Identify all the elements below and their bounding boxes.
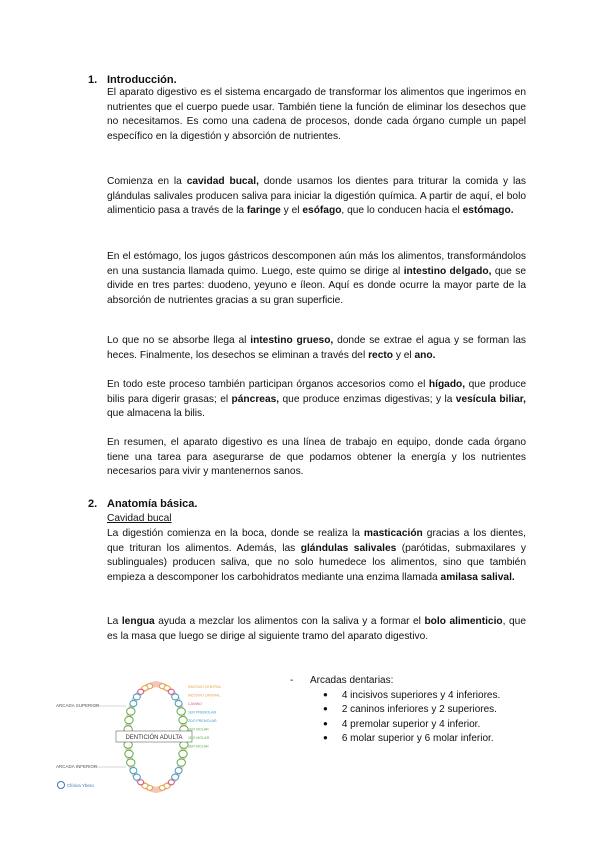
paragraph: [107, 527, 526, 585]
bold-term: hígado,: [428, 379, 466, 390]
text-run: Lo que no se absorbe llega al: [107, 335, 251, 346]
center-label: DENTICIÓN ADULTA: [125, 735, 183, 741]
section-heading: [88, 74, 177, 86]
tooth-labels: [188, 685, 222, 749]
text-run: y el: [392, 349, 415, 361]
lower-gum: [128, 738, 184, 790]
tooth: [168, 689, 174, 694]
text-run: En todo este proceso también participan órganos accesorios como el: [107, 379, 429, 390]
tooth: [179, 750, 187, 757]
section-title: Introducción.: [107, 74, 177, 86]
tooth-type-label: INCISIVO LATERAL: [188, 693, 221, 698]
text-run: , que lo conducen hacia el: [341, 205, 463, 216]
paragraph: [107, 378, 526, 422]
text-run: En el estómago, los jugos gástricos descomponen aún más los alimentos, transformándolos en una sustancia llamada quimo. Luego, este quimo se dirige al: [107, 251, 526, 277]
section-number: 1.: [88, 74, 98, 86]
tooth-type-label: 2DO PREMOLAR: [188, 719, 217, 723]
bold-term: ano.: [414, 349, 436, 361]
bold-term: intestino delgado,: [403, 265, 492, 277]
bold-term: amilasa salival.: [440, 571, 515, 583]
bold-term: masticación: [363, 528, 423, 539]
bold-term: recto: [368, 349, 393, 361]
paragraph: En resumen, el aparato digestivo es una línea de trabajo en equipo, donde cada órgano tiene una tarea para asegurarse de que podamos obtener la energía y los nutrientes necesarios para vivir y mantenernos sanos.: [107, 437, 526, 477]
dentition-diagram: [56, 676, 286, 796]
section-heading: [88, 498, 197, 510]
tooth: [172, 774, 179, 780]
dental-arches-list: [290, 674, 500, 747]
section-number: 2.: [88, 498, 98, 510]
text-run: ayuda a mezclar los alimentos con la saliva y a formar el: [154, 616, 425, 627]
tooth: [133, 774, 140, 780]
tooth: [133, 694, 140, 700]
tooth: [177, 759, 185, 766]
text-run: que se divide en tres partes: duodeno, yeyuno e íleon. Aquí es donde ocurre la mayor parte de la absorción de nutrientes gracias a su gran superficie.: [107, 265, 526, 306]
bold-term: intestino grueso,: [250, 335, 334, 346]
tooth: [138, 780, 144, 785]
text-run: , que es la masa que luego se dirige al siguiente tramo del aparato digestivo.: [107, 616, 526, 642]
bold-term: lengua: [121, 616, 155, 627]
tooth: [172, 694, 179, 700]
text-run: que produce enzimas digestivas; y la: [279, 393, 456, 405]
tooth-type-label: 2DO MOLAR: [188, 736, 210, 740]
paragraph: [107, 250, 526, 308]
bold-term: faringe: [246, 205, 281, 216]
tooth: [179, 717, 187, 724]
list-dash: -: [290, 675, 294, 686]
tooth: [177, 708, 185, 715]
section-title: Anatomía básica.: [107, 498, 198, 510]
bold-term: bolo alimenticio: [424, 616, 503, 627]
upper-arch-label: ARCADA SUPERIOR: [56, 703, 100, 708]
lower-arch-label: ARCADA INFERIOR: [56, 764, 98, 769]
tooth: [168, 780, 174, 785]
tooth: [127, 759, 135, 766]
tooth: [125, 717, 133, 724]
text-run: donde se extrae el agua y se forman las heces. Finalmente, los desechos se eliminan a través del: [107, 335, 526, 361]
logo-text: Clínica Ybero: [67, 783, 94, 788]
text-run: donde usamos los dientes para triturar la comida y las glándulas salivales producen saliva para iniciar la digestión química. A partir de aquí, el bolo alimenticio pasa a través de la: [107, 176, 526, 216]
list-item: ● 6 molar superior y 6 molar inferior.: [344, 732, 500, 747]
text-run: La: [107, 616, 122, 627]
tooth-type-label: 1ER PREMOLAR: [188, 710, 217, 715]
tooth-type-label: 1ER MOLAR: [188, 727, 209, 732]
bold-term: páncreas,: [231, 393, 280, 405]
bold-term: glándulas salivales: [300, 542, 397, 554]
list-item: ● 2 caninos inferiores y 2 superiores.: [344, 703, 500, 718]
tooth: [130, 768, 137, 774]
list-item: ● 4 incisivos superiores y 4 inferiores.: [344, 689, 500, 704]
upper-gum: [128, 684, 184, 736]
tooth-type-label: CANINO: [188, 702, 202, 706]
bold-term: estómago.: [462, 205, 514, 216]
logo-icon: [58, 782, 65, 789]
tooth: [138, 689, 144, 694]
text-run: que produce bilis para digerir grasas; el: [107, 379, 526, 405]
subsection-title: Cavidad bucal: [107, 513, 172, 524]
text-run: (parótidas, submaxilares y sublinguales) producen saliva, que no solo humedece los alimentos, sino que también empieza a descomponer los carbohidratos mediante una enzima llamada: [107, 542, 526, 583]
paragraph: [107, 175, 526, 219]
tooth: [127, 708, 135, 715]
tooth: [175, 768, 182, 774]
tooth: [175, 701, 182, 707]
list-item: ● 4 premolar superior y 4 inferior.: [344, 718, 500, 733]
bold-term: esófago: [302, 205, 342, 216]
bullet-list: [290, 689, 500, 747]
text-run: gracias a los dientes, que trituran los alimentos. Además, las: [107, 528, 526, 554]
tooth: [125, 750, 133, 757]
paragraph: [107, 334, 526, 363]
paragraph: [107, 615, 526, 644]
bold-term: vesícula biliar,: [455, 393, 526, 405]
list-title: Arcadas dentarias:: [310, 675, 394, 686]
tooth-type-label: INCISIVO CENTRAL: [188, 685, 222, 689]
bold-term: cavidad bucal,: [186, 176, 259, 187]
text-run: que almacena la bilis.: [107, 408, 205, 419]
text-run: Comienza en la: [107, 176, 187, 187]
paragraph: El aparato digestivo es el sistema encargado de transformar los alimentos que ingerimos en nutrientes que el cuerpo puede usar. También tiene la función de eliminar los desechos que no necesitamos. Es como una cadena de procesos, donde cada órgano cumple un papel específico en la digestión y absorción de nutrientes.: [107, 87, 526, 142]
tooth-type-label: 3ER MOLAR: [188, 744, 209, 749]
text-run: y el: [280, 205, 303, 216]
dentition-illustration: [56, 676, 286, 796]
tooth: [130, 701, 137, 707]
text-run: La digestión comienza en la boca, donde se realiza la: [107, 528, 364, 539]
